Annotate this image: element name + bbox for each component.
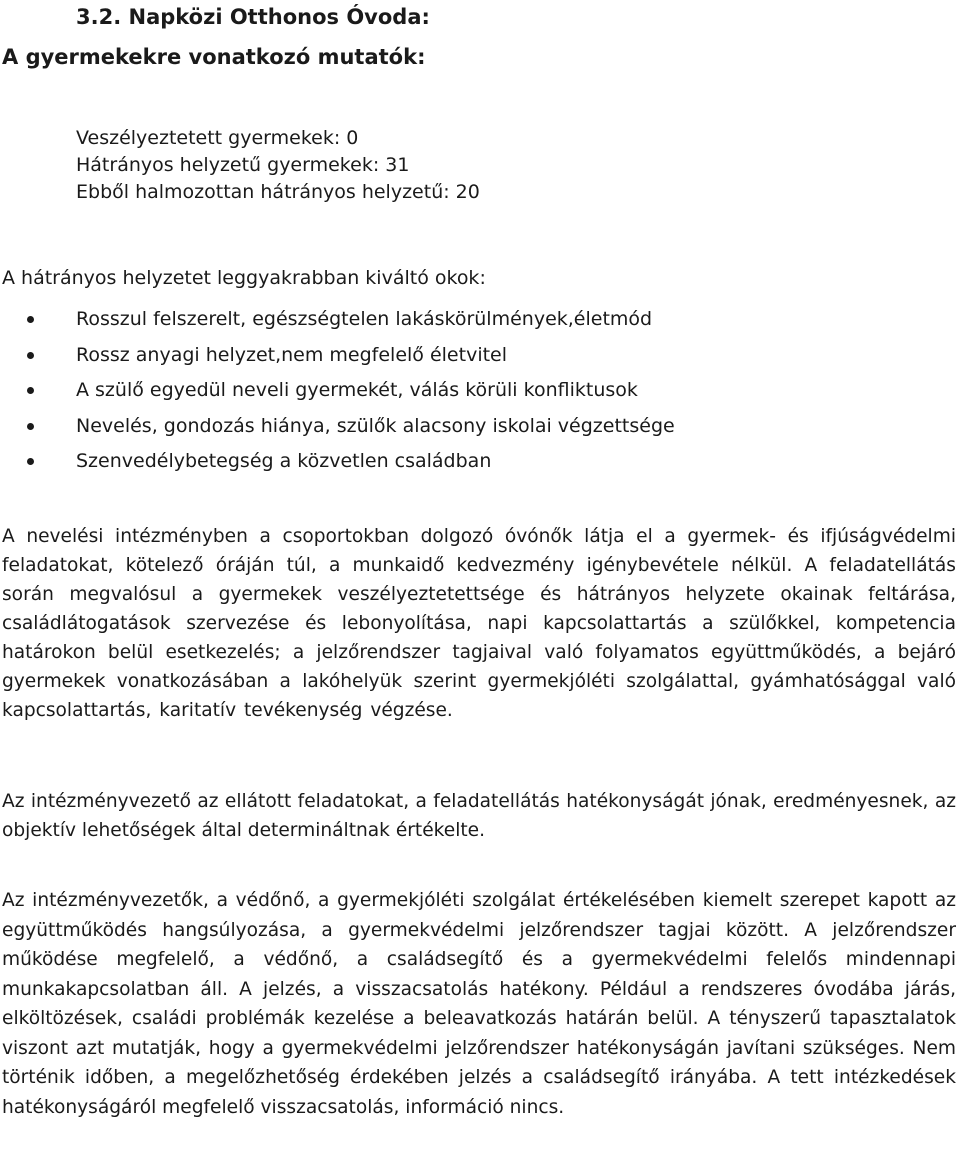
list-item: [0, 302, 675, 338]
reasons-heading: A hátrányos helyzetet leggyakrabban kiváltó okok:: [2, 267, 486, 289]
paragraph-signalling-system: Az intézményvezetők, a védőnő, a gyermekjóléti szolgálat értékelésében kiemelt szerepet kapott az együttműködés hangsúlyozása, a gyermekvédelmi jelzőrendszer tagjai között. A jelzőrendszer működése megfelelő, a védőnő, a családsegítő és a gyermekvédelmi felelős mindennapi munkakapcsolatban áll. A jelzés, a visszacsatolás hatékony. Például a rendszeres óvodába járás, elköltözések, családi problémák kezelése a beleavatkozás határán belül. A tényszerű tapasztalatok viszont azt mutatják, hogy a gyermekvédelmi jelzőrendszer hatékonyságán javítani szükséges. Nem történik időben, a megelőzhetőség érdekében jelzés a családsegítő irányába. A tett intézkedések hatékonyságáról megfelelő visszacsatolás, információ nincs.: [2, 890, 956, 1118]
reason-text: A szülő egyedül neveli gyermekét, válás körüli konfliktusok: [76, 379, 638, 401]
reason-text: Rosszul felszerelt, egészségtelen lakáskörülmények,életmód: [76, 308, 653, 330]
child-statistics: [76, 125, 480, 206]
reason-text: Szenvedélybetegség a közvetlen családban: [76, 450, 492, 472]
reasons-list: [0, 302, 675, 480]
stat-endangered-children: Veszélyeztetett gyermekek: 0: [76, 127, 359, 149]
reason-text: Rossz anyagi helyzet,nem megfelelő életvitel: [76, 343, 508, 366]
list-item: [0, 373, 675, 409]
paragraph-child-protection-tasks: A nevelési intézményben a csoportokban dolgozó óvónők látja el a gyermek- és ifjúságvédelmi feladatokat, kötelező óráján túl, a munkaidő kedvezmény igénybevétele nélkül. A feladatellátás során megvalósul a gyermekek veszélyeztetettsége és hátrányos helyzete okainak feltárása, családlátogatások szervezése és lebonyolítása, napi kapcsolattartás a szülőkkel, kompetencia határokon belül esetkezelés; a jelzőrendszer tagjaival való folyamatos együttműködés, a bejáró gyermekek vonatkozásában a lakóhelyük szerint gyermekjóléti szolgálattal, gyámhatósággal való kapcsolattartás, karitatív tevékenység végzése.: [2, 526, 956, 721]
bullet-icon: [27, 316, 34, 323]
bullet-icon: [27, 352, 34, 359]
indicators-subheading: A gyermekekre vonatkozó mutatók:: [2, 45, 426, 69]
reason-text: Nevelés, gondozás hiánya, szülők alacsony iskolai végzettsége: [76, 414, 675, 437]
bullet-icon: [27, 423, 34, 430]
list-item: [0, 444, 675, 480]
bullet-icon: [27, 458, 34, 465]
list-item: [0, 338, 675, 374]
stat-multiply-disadvantaged: Ebből halmozottan hátrányos helyzetű: 20: [76, 181, 480, 203]
stat-disadvantaged-children: Hátrányos helyzetű gyermekek: 31: [76, 154, 410, 176]
paragraph-evaluation: Az intézményvezető az ellátott feladatokat, a feladatellátás hatékonyságát jónak, eredményesnek, az objektív lehetőségek által determináltnak értékelte.: [2, 791, 956, 841]
bullet-icon: [27, 387, 34, 394]
section-heading: 3.2. Napközi Otthonos Óvoda:: [76, 5, 430, 29]
list-item: [0, 409, 675, 445]
